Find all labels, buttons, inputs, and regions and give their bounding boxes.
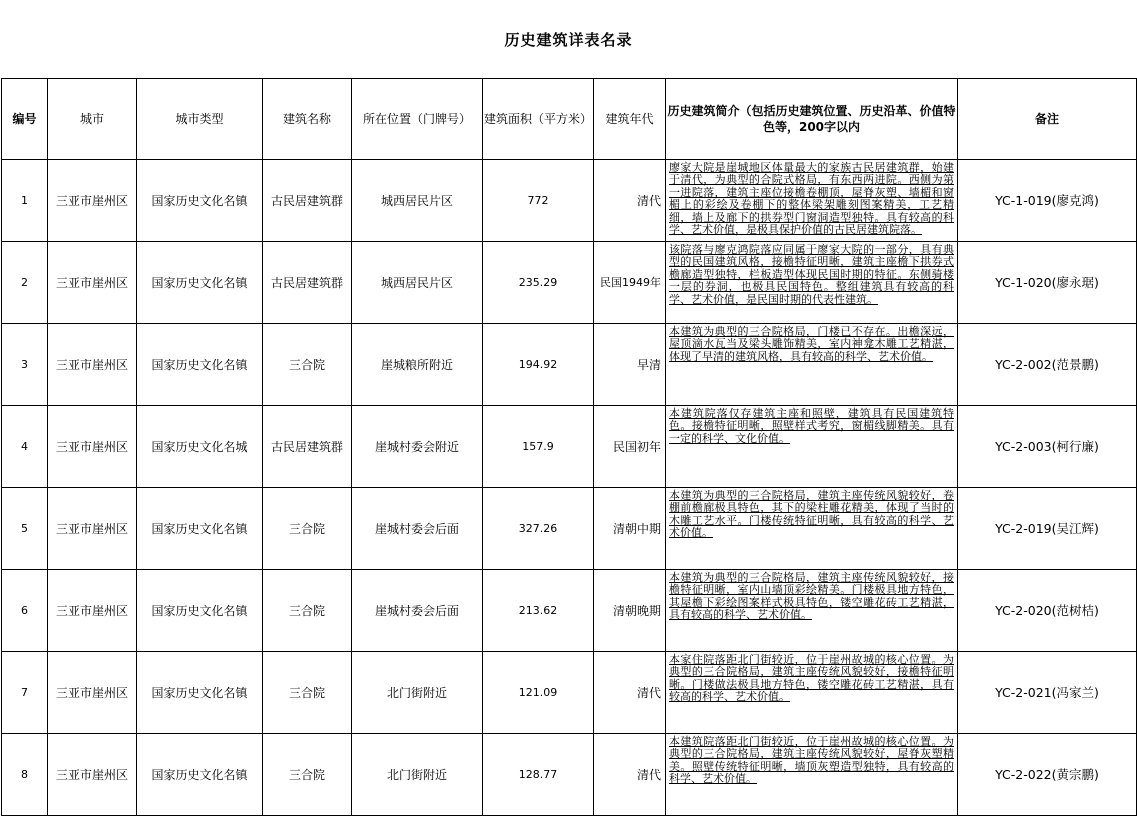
cell-remark[interactable]: YC-2-019(吴江辉) <box>958 488 1137 570</box>
cell-city[interactable]: 三亚市崖州区 <box>48 734 137 816</box>
cell-remark[interactable]: YC-2-002(范景鹏) <box>958 324 1137 406</box>
cell-remark[interactable]: YC-2-022(黄宗鹏) <box>958 734 1137 816</box>
cell-area[interactable]: 327.26 <box>483 488 594 570</box>
cell-era[interactable]: 清代 <box>594 734 666 816</box>
cell-city-type[interactable]: 国家历史文化名镇 <box>137 570 263 652</box>
cell-no[interactable]: 2 <box>2 242 48 324</box>
header-area[interactable]: 建筑面积（平方米） <box>483 79 594 160</box>
table-row <box>2 734 1137 816</box>
header-row <box>2 79 1137 160</box>
cell-area[interactable]: 121.09 <box>483 652 594 734</box>
cell-city-type[interactable]: 国家历史文化名镇 <box>137 652 263 734</box>
cell-intro[interactable]: 廖家大院是崖城地区体量最大的家族古民居建筑群，始建于清代，为典型的合院式格局，有东西两进院。西侧为第一进院落，建筑主座位接檐卷棚顶，屋脊灰塑、墙楣和窗楣上的彩绘及卷棚下的整体梁架雕刻图案精美，工艺精细，墙上及廊下的拱券型门窗洞造型独特。具有较高的科学、艺术价值，是极具保护价值的古民居建筑院落。 <box>666 160 958 242</box>
cell-remark[interactable]: YC-2-020(范树桔) <box>958 570 1137 652</box>
cell-era[interactable]: 清朝晚期 <box>594 570 666 652</box>
cell-city[interactable]: 三亚市崖州区 <box>48 488 137 570</box>
cell-building-name[interactable]: 古民居建筑群 <box>263 406 352 488</box>
cell-intro[interactable]: 该院落与廖克鸿院落应同属于廖家大院的一部分，具有典型的民国建筑风格，接檐特征明晰，建筑主座檐下拱券式檐廊造型独特，栏板造型体现民国时期的特征。东侧骑楼一层的券洞，也极具民国特色。整组建筑具有较高的科学、艺术价值，是民国时期的代表性建筑。 <box>666 242 958 324</box>
cell-no[interactable]: 8 <box>2 734 48 816</box>
cell-area[interactable]: 128.77 <box>483 734 594 816</box>
cell-location[interactable]: 崖城村委会后面 <box>352 570 483 652</box>
header-intro[interactable]: 历史建筑简介（包括历史建筑位置、历史沿革、价值特色等，200字以内 <box>666 79 958 160</box>
cell-intro[interactable]: 本建筑院落距北门街较近，位于崖州故城的核心位置。为典型的三合院格局，建筑主座传统风貌较好，屋脊灰塑精美。照壁传统特征明晰，墙顶灰塑造型独特，具有较高的科学、艺术价值。 <box>666 734 958 816</box>
table-row <box>2 242 1137 324</box>
cell-city-type[interactable]: 国家历史文化名镇 <box>137 242 263 324</box>
cell-city[interactable]: 三亚市崖州区 <box>48 570 137 652</box>
cell-area[interactable]: 235.29 <box>483 242 594 324</box>
table-row <box>2 160 1137 242</box>
heritage-building-table <box>1 78 1137 816</box>
cell-remark[interactable]: YC-1-019(廖克鸿) <box>958 160 1137 242</box>
cell-era[interactable]: 清朝中期 <box>594 488 666 570</box>
cell-era[interactable]: 民国1949年 <box>594 242 666 324</box>
cell-city-type[interactable]: 国家历史文化名城 <box>137 406 263 488</box>
cell-era[interactable]: 早清 <box>594 324 666 406</box>
header-city[interactable]: 城市 <box>48 79 137 160</box>
header-era[interactable]: 建筑年代 <box>594 79 666 160</box>
cell-location[interactable]: 崖城粮所附近 <box>352 324 483 406</box>
cell-location[interactable]: 崖城村委会后面 <box>352 488 483 570</box>
cell-area[interactable]: 213.62 <box>483 570 594 652</box>
table-row <box>2 488 1137 570</box>
header-no[interactable]: 编号 <box>2 79 48 160</box>
cell-building-name[interactable]: 三合院 <box>263 570 352 652</box>
cell-area[interactable]: 157.9 <box>483 406 594 488</box>
cell-city[interactable]: 三亚市崖州区 <box>48 406 137 488</box>
cell-remark[interactable]: YC-1-020(廖永琚) <box>958 242 1137 324</box>
header-building-name[interactable]: 建筑名称 <box>263 79 352 160</box>
cell-city-type[interactable]: 国家历史文化名镇 <box>137 160 263 242</box>
cell-era[interactable]: 民国初年 <box>594 406 666 488</box>
cell-city[interactable]: 三亚市崖州区 <box>48 324 137 406</box>
cell-city-type[interactable]: 国家历史文化名镇 <box>137 324 263 406</box>
cell-intro[interactable]: 本建筑院落仅存建筑主座和照壁，建筑具有民国建筑特色。接檐特征明晰，照壁样式考究，窗楣线脚精美。具有一定的科学、文化价值。 <box>666 406 958 488</box>
table-row <box>2 406 1137 488</box>
header-location[interactable]: 所在位置（门牌号） <box>352 79 483 160</box>
cell-building-name[interactable]: 古民居建筑群 <box>263 242 352 324</box>
cell-location[interactable]: 北门街附近 <box>352 652 483 734</box>
cell-area[interactable]: 772 <box>483 160 594 242</box>
cell-no[interactable]: 4 <box>2 406 48 488</box>
table-row <box>2 324 1137 406</box>
cell-remark[interactable]: YC-2-021(冯家兰) <box>958 652 1137 734</box>
cell-no[interactable]: 1 <box>2 160 48 242</box>
cell-building-name[interactable]: 三合院 <box>263 734 352 816</box>
cell-location[interactable]: 崖城村委会附近 <box>352 406 483 488</box>
cell-intro[interactable]: 本建筑为典型的三合院格局，建筑主座传统风貌较好，卷棚前檐廊极具特色，其下的梁柱雕花精美，体现了当时的木雕工艺水平。门楼传统特征明晰，具有较高的科学、艺术价值。 <box>666 488 958 570</box>
cell-location[interactable]: 城西居民片区 <box>352 160 483 242</box>
cell-building-name[interactable]: 古民居建筑群 <box>263 160 352 242</box>
cell-building-name[interactable]: 三合院 <box>263 652 352 734</box>
cell-city[interactable]: 三亚市崖州区 <box>48 652 137 734</box>
cell-no[interactable]: 7 <box>2 652 48 734</box>
cell-city[interactable]: 三亚市崖州区 <box>48 160 137 242</box>
cell-city[interactable]: 三亚市崖州区 <box>48 242 137 324</box>
cell-era[interactable]: 清代 <box>594 160 666 242</box>
cell-intro[interactable]: 本建筑为典型的三合院格局，建筑主座传统风貌较好，接檐特征明晰，室内山墙顶彩绘精美。门楼极具地方特色，其屋檐下彩绘图案样式极具特色，镂空雕花砖工艺精湛，具有较高的科学、艺术价值。 <box>666 570 958 652</box>
cell-no[interactable]: 6 <box>2 570 48 652</box>
header-city-type[interactable]: 城市类型 <box>137 79 263 160</box>
cell-remark[interactable]: YC-2-003(柯行廉) <box>958 406 1137 488</box>
cell-no[interactable]: 5 <box>2 488 48 570</box>
cell-location[interactable]: 北门街附近 <box>352 734 483 816</box>
cell-intro[interactable]: 本建筑为典型的三合院格局，门楼已不存在。出檐深远，屋顶滴水瓦当及梁头雕饰精美，室内神龛木雕工艺精湛，体现了早清的建筑风格，具有较高的科学、艺术价值。 <box>666 324 958 406</box>
cell-location[interactable]: 城西居民片区 <box>352 242 483 324</box>
cell-intro[interactable]: 本家住院落距北门街较近，位于崖州故城的核心位置。为典型的三合院格局，建筑主座传统风貌较好，接檐特征明晰。门楼做法极具地方特色，镂空雕花砖工艺精湛，具有较高的科学、艺术价值。 <box>666 652 958 734</box>
cell-building-name[interactable]: 三合院 <box>263 324 352 406</box>
cell-city-type[interactable]: 国家历史文化名镇 <box>137 488 263 570</box>
sheet-title: 历史建筑详表名录 <box>504 30 633 49</box>
header-remark[interactable]: 备注 <box>958 79 1137 160</box>
cell-no[interactable]: 3 <box>2 324 48 406</box>
cell-area[interactable]: 194.92 <box>483 324 594 406</box>
table-row <box>2 652 1137 734</box>
table-row <box>2 570 1137 652</box>
cell-city-type[interactable]: 国家历史文化名镇 <box>137 734 263 816</box>
cell-building-name[interactable]: 三合院 <box>263 488 352 570</box>
cell-era[interactable]: 清代 <box>594 652 666 734</box>
